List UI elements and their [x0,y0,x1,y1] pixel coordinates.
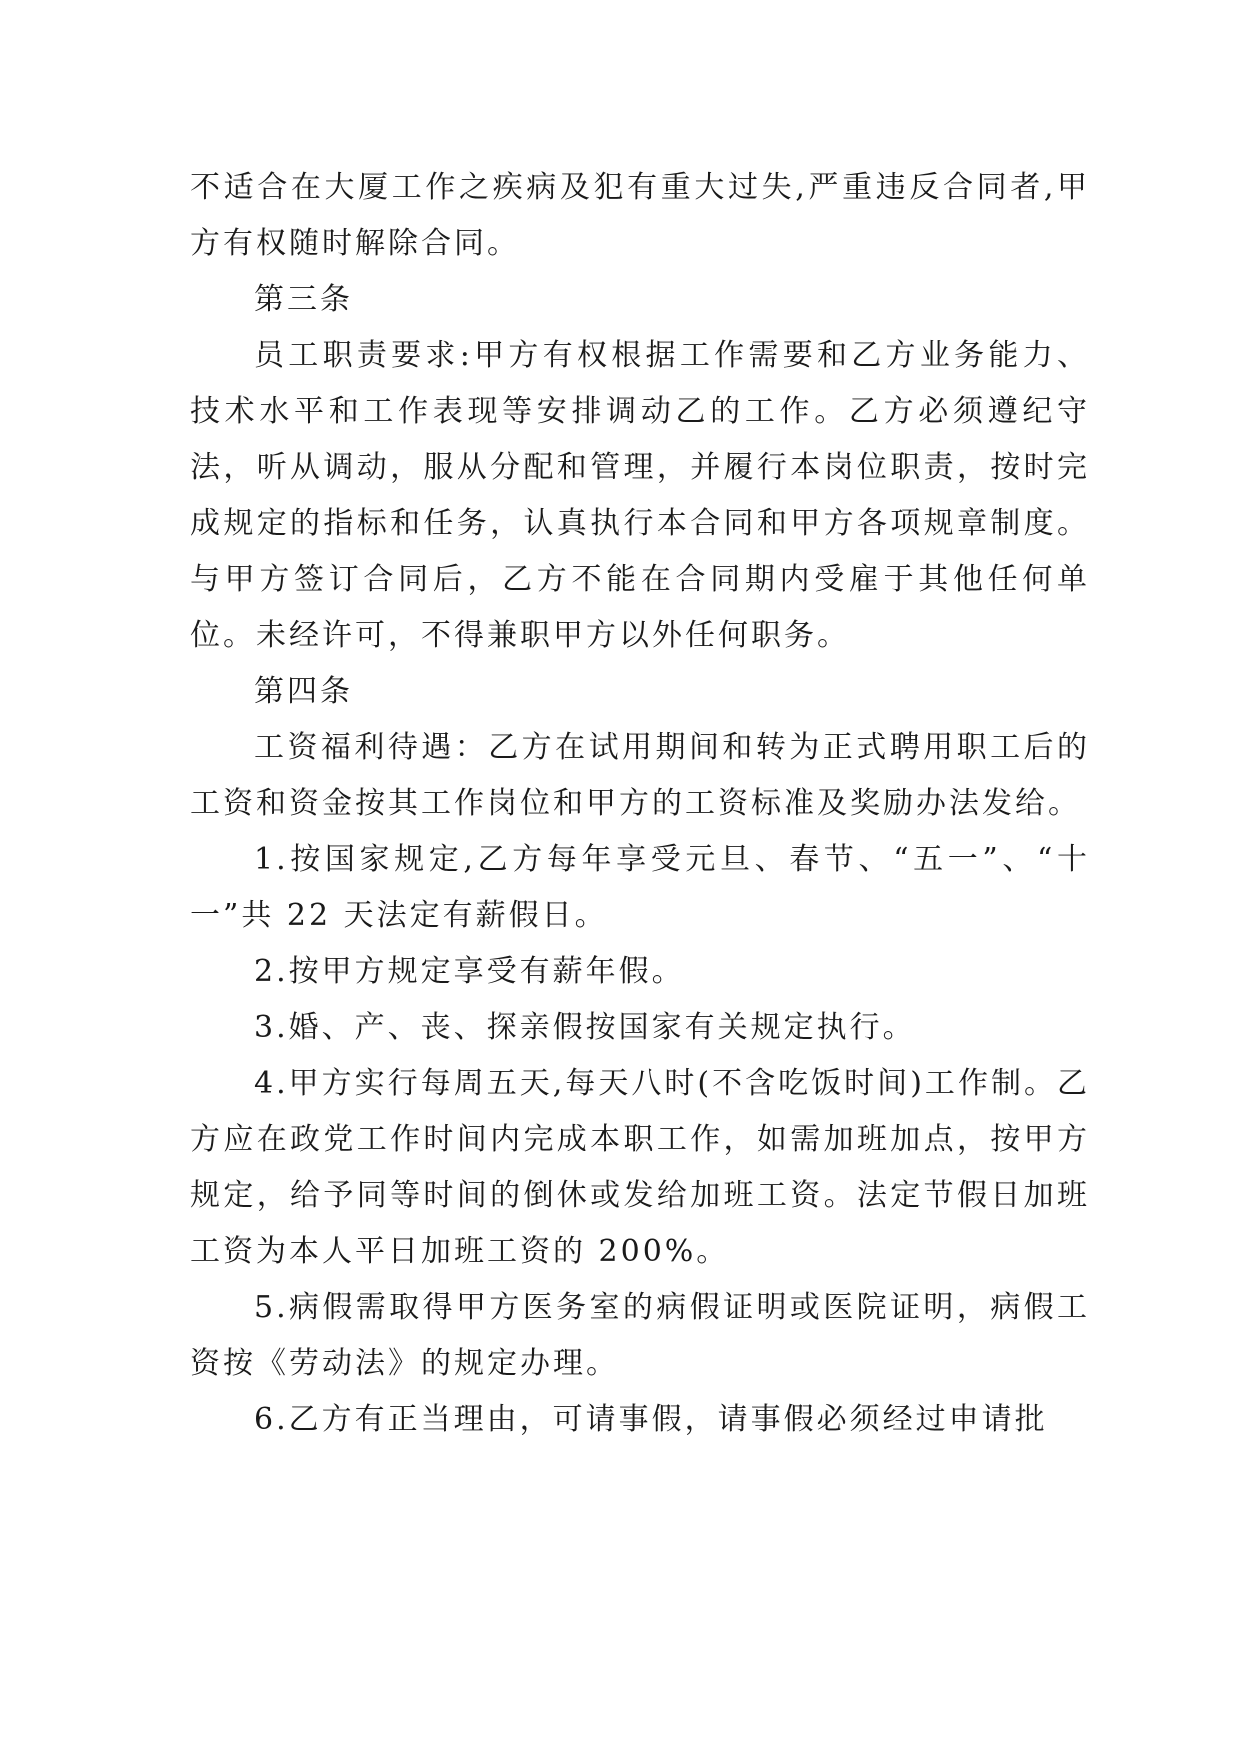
paragraph-duties: 员工职责要求:甲方有权根据工作需要和乙方业务能力、技术水平和工作表现等安排调动乙的工作。乙方必须遵纪守法，听从调动，服从分配和管理，并履行本岗位职责，按时完成规定的指标和任务，认真执行本合同和甲方各项规章制度。与甲方签订合同后，乙方不能在合同期内受雇于其他任何单位。未经许可，不得兼职甲方以外任何职务。 [190,338,1090,653]
list-item-2: 2.按甲方规定享受有薪年假。 [254,954,685,989]
article-heading-3: 第三条 [254,282,353,317]
list-item-3: 3.婚、产、丧、探亲假按国家有关规定执行。 [254,1010,916,1045]
paragraph-salary: 工资福利待遇：乙方在试用期间和转为正式聘用职工后的工资和资金按其工作岗位和甲方的工资标准及奖励办法发给。 [190,730,1090,821]
article-heading-4: 第四条 [254,674,353,709]
paragraph-continuation: 不适合在大厦工作之疾病及犯有重大过失,严重违反合同者,甲方有权随时解除合同。 [190,170,1090,261]
document-body [190,160,1090,1448]
list-item-6: 6.乙方有正当理由，可请事假，请事假必须经过申请批 [254,1402,1048,1437]
list-item-4: 4.甲方实行每周五天,每天八时(不含吃饭时间)工作制。乙方应在政党工作时间内完成本职工作，如需加班加点，按甲方规定，给予同等时间的倒休或发给加班工资。法定节假日加班工资为本人平日加班工资的 200%。 [190,1066,1090,1269]
list-item-5: 5.病假需取得甲方医务室的病假证明或医院证明，病假工资按《劳动法》的规定办理。 [190,1290,1090,1381]
list-item-1: 1.按国家规定,乙方每年享受元旦、春节、“五一”、“十一”共 22 天法定有薪假日。 [190,842,1090,933]
